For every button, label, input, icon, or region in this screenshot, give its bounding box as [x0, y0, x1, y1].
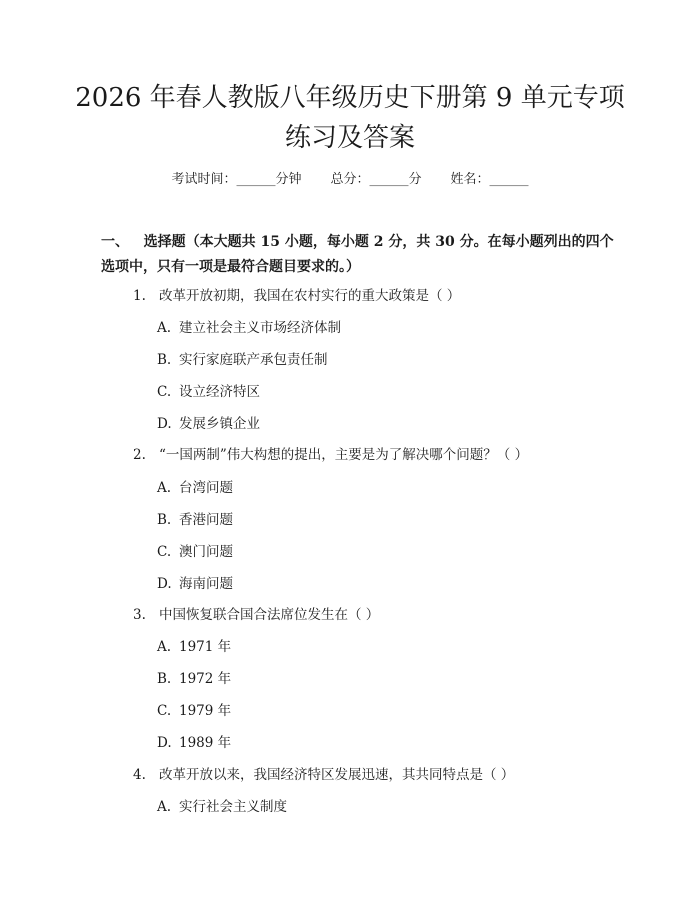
- question-text: 中国恢复联合国合法席位发生在（ ）: [159, 607, 380, 623]
- exam-time-label: 考试时间：: [171, 172, 237, 187]
- option-letter: A.: [157, 480, 172, 496]
- question-stem: [133, 443, 528, 463]
- question-number: 2.: [133, 447, 146, 463]
- answer-option: [157, 572, 233, 592]
- answer-option: [157, 667, 231, 687]
- option-letter: B.: [157, 671, 172, 687]
- answer-option: [157, 795, 287, 815]
- option-text: 1989 年: [179, 735, 232, 751]
- answer-option: [157, 635, 231, 655]
- exam-time-blank: ______: [236, 172, 276, 187]
- answer-option: [157, 731, 231, 751]
- option-text: 澳门问题: [179, 544, 233, 560]
- question-stem: [133, 284, 460, 304]
- option-text: 海南问题: [179, 576, 233, 592]
- question-text: 改革开放初期，我国在农村实行的重大政策是（ ）: [159, 288, 461, 304]
- option-letter: A.: [157, 799, 172, 815]
- option-text: 台湾问题: [179, 480, 233, 496]
- option-letter: C.: [157, 703, 172, 719]
- question-number: 3.: [133, 607, 146, 623]
- answer-option: [157, 316, 341, 336]
- option-text: 发展乡镇企业: [179, 416, 260, 432]
- exam-info: [0, 168, 700, 187]
- exam-time-unit: 分钟: [275, 172, 302, 187]
- section-heading: [101, 230, 621, 280]
- question-text: “一国两制”伟大构想的提出，主要是为了解决哪个问题？（ ）: [159, 447, 529, 463]
- option-letter: B.: [157, 512, 172, 528]
- student-name-label: 姓名：: [450, 172, 490, 187]
- question-number: 4.: [133, 767, 146, 783]
- answer-option: [157, 412, 260, 432]
- student-name-blank: ______: [489, 172, 529, 187]
- total-score-blank: ______: [369, 172, 409, 187]
- question-stem: [133, 763, 514, 783]
- total-score-unit: 分: [408, 172, 422, 187]
- option-letter: A.: [157, 320, 172, 336]
- total-score-label: 总分：: [330, 172, 370, 187]
- section-number: 一、: [101, 234, 129, 250]
- question-number: 1.: [133, 288, 146, 304]
- option-letter: C.: [157, 384, 172, 400]
- answer-option: [157, 476, 233, 496]
- option-text: 建立社会主义市场经济体制: [179, 320, 341, 336]
- option-text: 香港问题: [179, 512, 233, 528]
- option-text: 实行社会主义制度: [179, 799, 287, 815]
- section-instructions: 选择题（本大题共 15 小题，每小题 2 分，共 30 分。在每小题列出的四个选项中，只有一项是最符合题目要求的。）: [101, 234, 614, 275]
- question-stem: [133, 603, 379, 623]
- option-letter: A.: [157, 639, 172, 655]
- option-text: 1971 年: [179, 639, 232, 655]
- answer-option: [157, 380, 260, 400]
- option-letter: C.: [157, 544, 172, 560]
- answer-option: [157, 699, 231, 719]
- question-text: 改革开放以来，我国经济特区发展迅速，其共同特点是（ ）: [159, 767, 515, 783]
- option-letter: B.: [157, 352, 172, 368]
- option-letter: D.: [157, 576, 172, 592]
- page-title: 2026 年春人教版八年级历史下册第 9 单元专项练习及答案: [75, 83, 625, 153]
- answer-option: [157, 540, 233, 560]
- option-text: 设立经济特区: [179, 384, 260, 400]
- answer-option: [157, 508, 233, 528]
- option-letter: D.: [157, 416, 172, 432]
- answer-option: [157, 348, 328, 368]
- option-letter: D.: [157, 735, 172, 751]
- option-text: 1972 年: [179, 671, 232, 687]
- option-text: 1979 年: [179, 703, 232, 719]
- option-text: 实行家庭联产承包责任制: [179, 352, 328, 368]
